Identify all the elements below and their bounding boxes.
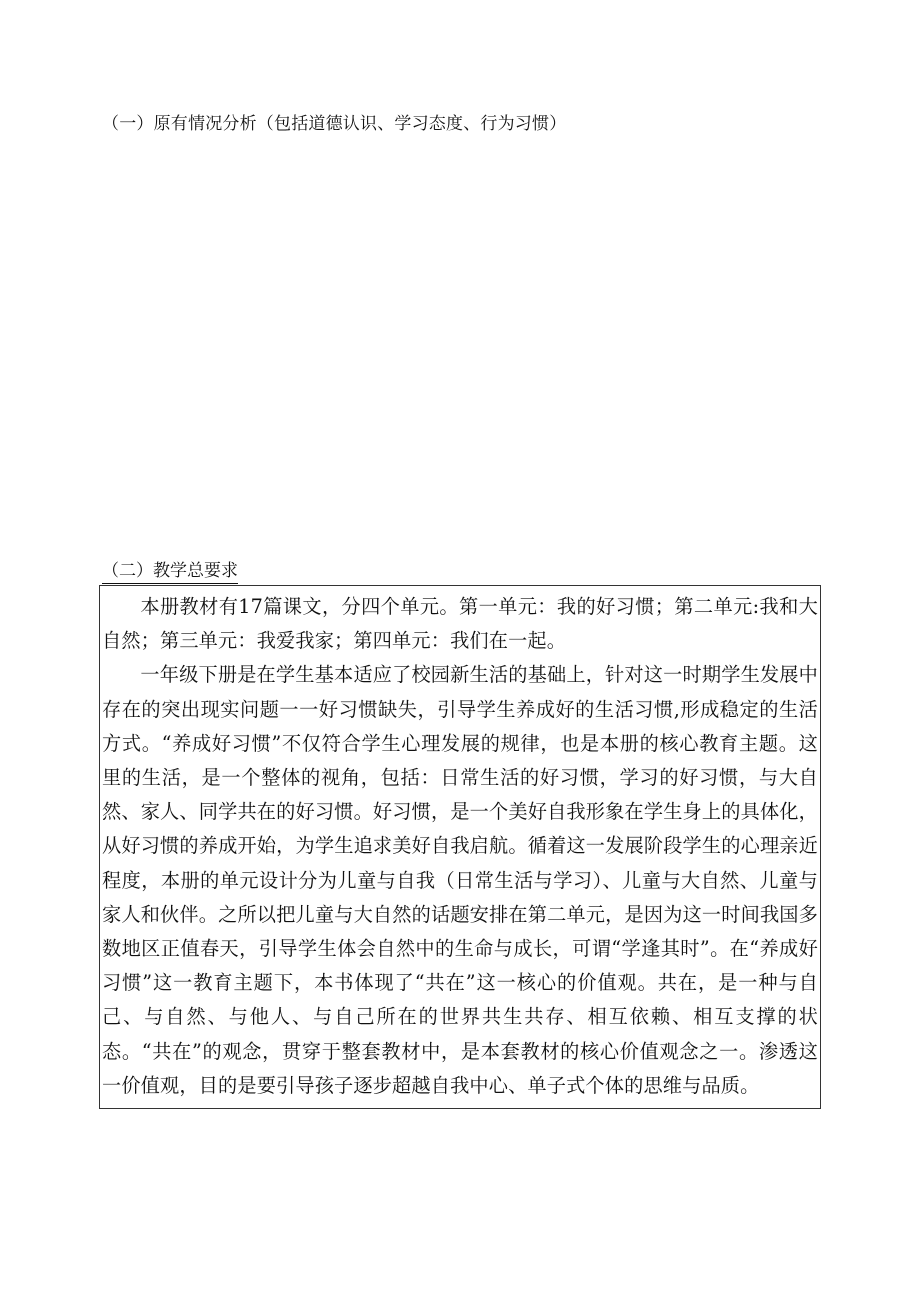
- section-one-heading: （一）原有情况分析（包括道德认识、学习态度、行为习惯）: [102, 114, 567, 134]
- teaching-requirements-box: [99, 585, 821, 1109]
- section-two-heading: （二）教学总要求: [102, 560, 238, 584]
- paragraph-habits-theme: 一年级下册是在学生基本适应了校园新生活的基础上，针对这一时期学生发展中存在的突出现实问题一一好习惯缺失，引导学生养成好的生活习惯,形成稳定的生活方式。“养成好习惯”不仅符合学生心理发展的规律，也是本册的核心教育主题。这里的生活，是一个整体的视角，包括：日常生活的好习惯，学习的好习惯，与大自然、家人、同学共在的好习惯。好习惯，是一个美好自我形象在学生身上的具体化，从好习惯的养成开始，为学生追求美好自我启航。循着这一发展阶段学生的心理亲近程度，本册的单元设计分为儿童与自我（日常生活与学习）、儿童与大自然、儿童与家人和伙伴。之所以把儿童与大自然的话题安排在第二单元，是因为这一时间我国多数地区正值春天，引导学生体会自然中的生命与成长，可谓“学逢其时”。在“养成好习惯”这一教育主题下，本书体现了“共在”这一核心的价值观。共在，是一种与自己、与自然、与他人、与自己所在的世界共生共存、相互依赖、相互支撑的状态。“共在”的观念，贯穿于整套教材中，是本套教材的核心价值观念之一。渗透这一价值观，目的是要引导孩子逐步超越自我中心、单子式个体的思维与品质。: [102, 663, 818, 1097]
- paragraph-textbook-overview: 本册教材有17篇课文，分四个单元。第一单元：我的好习惯；第二单元:我和大自然；第三单元：我爱我家；第四单元：我们在一起。: [102, 595, 818, 653]
